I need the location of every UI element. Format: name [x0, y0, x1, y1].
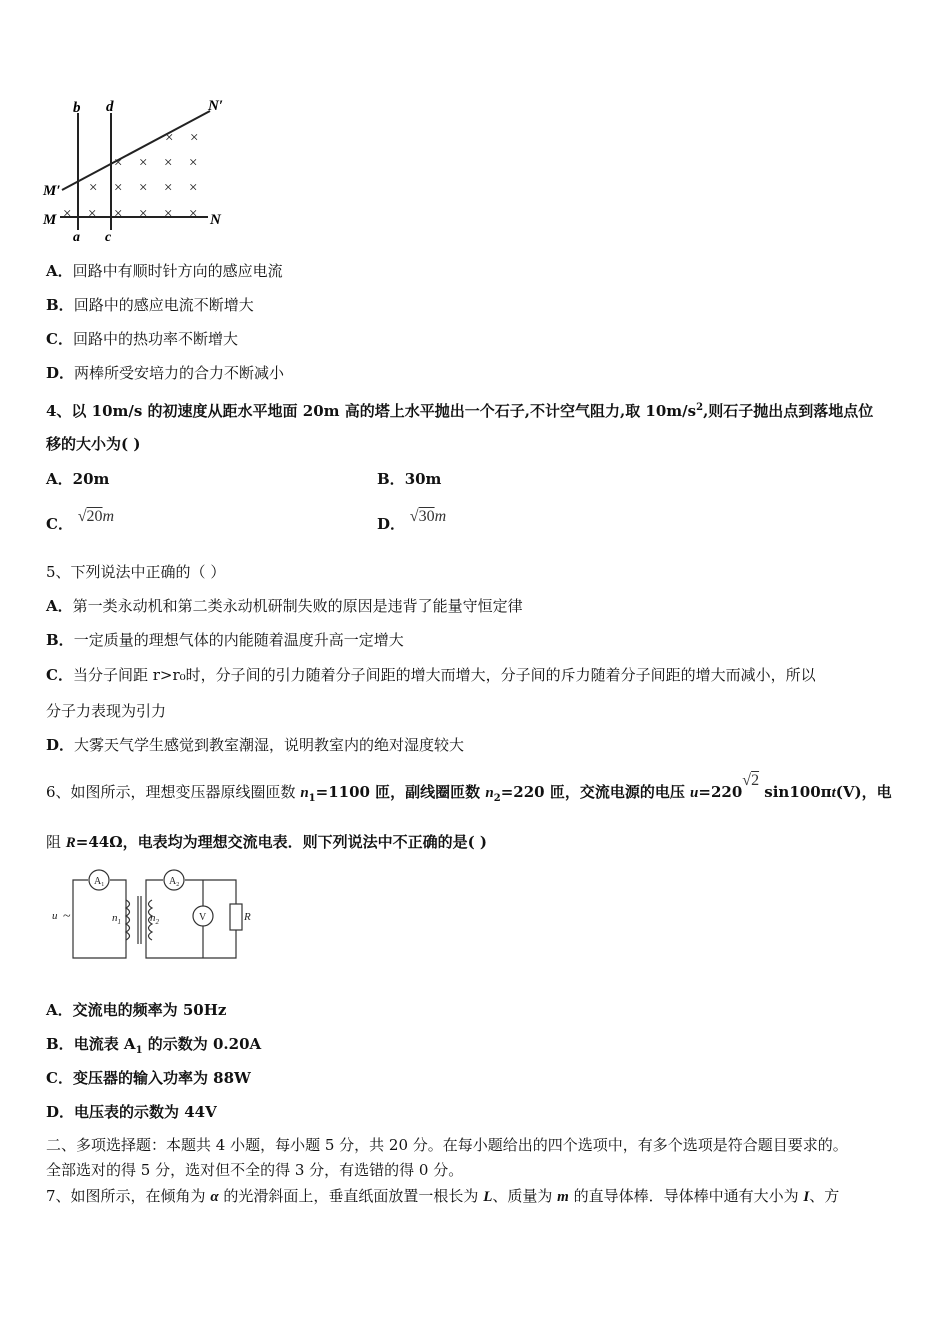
- field-cross: ×: [189, 155, 198, 171]
- q4-stem: 4、以 10m/s 的初速度从距水平地面 20m 高的塔上水平抛出一个石子,不计空气阻力,取 $10m/s^2$,则石子抛出点到落地点位: [46, 402, 874, 420]
- field-cross: ×: [189, 206, 198, 222]
- q3-option-a: A．回路中有顺时针方向的感应电流: [46, 262, 283, 280]
- q6-stem-line2: 阻 R=44Ω，电表均为理想交流电表．则下列说法中不正确的是( ): [46, 833, 488, 851]
- label-m-prime: M′: [43, 183, 61, 199]
- field-cross: ×: [189, 180, 198, 196]
- label-c: c: [105, 230, 112, 245]
- label-n2: $n_2$: [150, 912, 159, 926]
- label-n-prime: N′: [208, 98, 224, 114]
- field-cross: ×: [114, 206, 123, 222]
- label-a1: $A_1$: [94, 876, 105, 888]
- field-cross: ×: [164, 180, 173, 196]
- q4-option-d: D． √30m: [377, 508, 447, 533]
- field-cross: ×: [165, 130, 174, 146]
- q6-option-a: A．交流电的频率为 50Hz: [46, 1001, 227, 1019]
- q5-option-a: A．第一类永动机和第二类永动机研制失败的原因是违背了能量守恒定律: [46, 597, 523, 615]
- field-cross: ×: [114, 155, 123, 171]
- label-v: V: [199, 912, 207, 923]
- field-cross: ×: [89, 180, 98, 196]
- source-tilde: ~: [63, 909, 71, 924]
- label-b: b: [73, 100, 81, 116]
- label-a2: $A_2$: [169, 876, 180, 888]
- figure-transformer-circuit: [48, 868, 258, 964]
- rail-mn-prime: [62, 111, 210, 190]
- q5-option-d: D．大雾天气学生感觉到教室潮湿，说明教室内的绝对湿度较大: [46, 736, 465, 754]
- q7-stem: 7、如图所示，在倾角为 α 的光滑斜面上，垂直纸面放置一根长为 L、质量为 m 的直导体棒．导体棒中通有大小为 I、方: [46, 1187, 840, 1205]
- source-u: u: [52, 910, 58, 922]
- q3-option-d: D．两棒所受安培力的合力不断减小: [46, 364, 285, 382]
- field-cross: ×: [164, 206, 173, 222]
- label-d: d: [106, 99, 114, 115]
- field-cross: ×: [139, 206, 148, 222]
- field-cross: ×: [190, 130, 199, 146]
- q4-option-c: C． √20m: [46, 508, 115, 533]
- resistor: [230, 904, 242, 930]
- label-n1: $n_1$: [112, 912, 121, 926]
- label-a: a: [73, 230, 80, 245]
- q6-option-b: B．电流表 $A_1$ 的示数为 0.20A: [46, 1035, 262, 1056]
- field-crosses: [63, 130, 198, 222]
- section2-instructions-line2: 全部选对的得 5 分，选对但不全的得 3 分，有选错的得 0 分。: [46, 1161, 464, 1179]
- q6-stem: 6、如图所示，理想变压器原线圈匝数 $n_1=1100$ 匝，副线圈匝数 $n_2=220$ 匝，交流电源的电压 u=220√2 sin100πt(V)，电: [46, 772, 892, 804]
- field-cross: ×: [139, 180, 148, 196]
- field-cross: ×: [164, 155, 173, 171]
- label-m: M: [43, 212, 57, 228]
- q5-option-c: C．当分子间距 r>r₀时，分子间的引力随着分子间距的增大而增大，分子间的斥力随着分子间距的增大而减小，所以: [46, 666, 816, 684]
- q5-stem: 5、下列说法中正确的（ ）: [46, 563, 226, 581]
- q5-option-b: B．一定质量的理想气体的内能随着温度升高一定增大: [46, 631, 404, 649]
- secondary-wire: [146, 880, 236, 958]
- field-cross: ×: [63, 206, 72, 222]
- q3-option-c: C．回路中的热功率不断增大: [46, 330, 238, 348]
- section2-instructions-line1: 二、多项选择题：本题共 4 小题，每小题 5 分，共 20 分。在每小题给出的四个选项中，有多个选项是符合题目要求的。: [46, 1136, 848, 1154]
- field-cross: ×: [114, 180, 123, 196]
- q6-option-c: C．变压器的输入功率为 88W: [46, 1069, 251, 1087]
- q4-option-b: B．30m: [377, 470, 442, 488]
- label-n: N: [210, 212, 221, 228]
- label-r: R: [244, 911, 251, 923]
- q4-stem-line2: 移的大小为( ): [46, 435, 141, 453]
- q4-option-a: A．20m: [46, 470, 110, 488]
- field-cross: ×: [139, 155, 148, 171]
- q6-option-d: D．电压表的示数为 44V: [46, 1103, 217, 1121]
- q3-option-b: B．回路中的感应电流不断增大: [46, 296, 254, 314]
- field-cross: ×: [88, 206, 97, 222]
- figure-rails-magnetic-field: [40, 95, 240, 245]
- q5-option-c-cont: 分子力表现为引力: [46, 702, 167, 720]
